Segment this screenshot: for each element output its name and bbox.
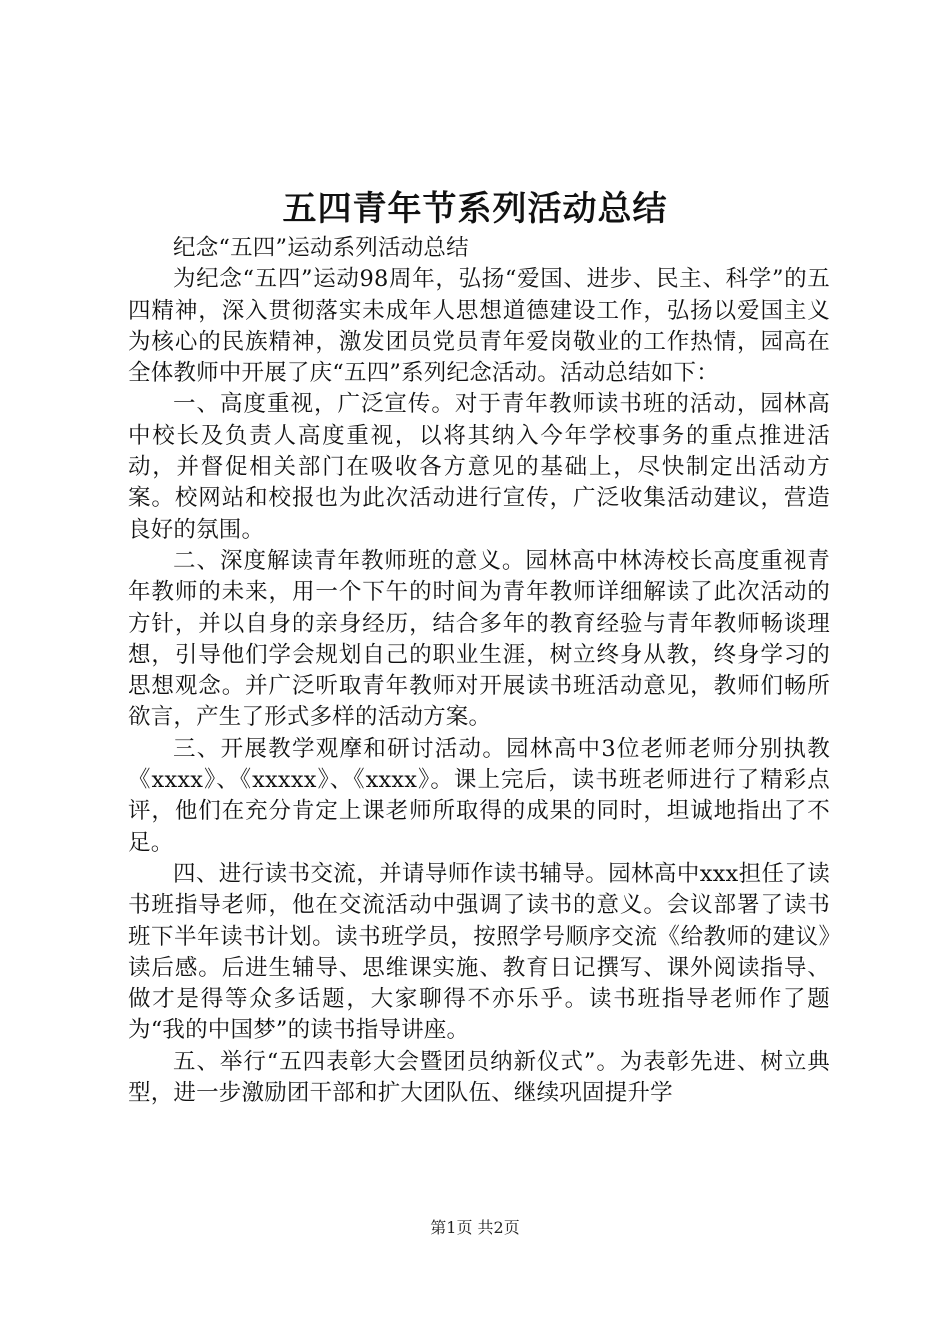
- paragraph-section-1: 一、高度重视，广泛宣传。对于青年教师读书班的活动，园林高中校长及负责人高度重视，以将其纳入今年学校事务的重点推进活动，并督促相关部门在吸收各方意见的基础上，尽快制定出活动方案。校网站和校报也为此次活动进行宣传，广泛收集活动建议，营造良好的氛围。: [128, 391, 830, 543]
- paragraph-section-2: 二、深度解读青年教师班的意义。园林高中林涛校长高度重视青年教师的未来，用一个下午的时间为青年教师详细解读了此次活动的方针，并以自身的亲身经历，结合多年的教育经验与青年教师畅谈理想，引导他们学会规划自己的职业生涯，树立终身从教，终身学习的思想观念。并广泛听取青年教师对开展读书班活动意见，教师们畅所欲言，产生了形式多样的活动方案。: [128, 547, 830, 731]
- document-body: [128, 233, 830, 1109]
- paragraph-intro: 为纪念“五四”运动98周年，弘扬“爱国、进步、民主、科学”的五四精神，深入贯彻落实未成年人思想道德建设工作，弘扬以爱国主义为核心的民族精神，激发团员党员青年爱岗敬业的工作热情，园高在全体教师中开展了庆“五四”系列纪念活动。活动总结如下：: [128, 266, 830, 387]
- document-subtitle: 纪念“五四”运动系列活动总结: [173, 235, 469, 261]
- paragraph-section-5: 五、举行“五四表彰大会暨团员纳新仪式”。为表彰先进、树立典型，进一步激励团干部和扩大团队伍、继续巩固提升学: [128, 1048, 830, 1107]
- page-footer: 第1页 共2页: [430, 1218, 520, 1237]
- document-title: 五四青年节系列活动总结: [282, 189, 668, 229]
- paragraph-section-3: 三、开展教学观摩和研讨活动。园林高中3位老师老师分别执教《xxxx》、《xxxxx》、《xxxx》。课上完后，读书班老师进行了精彩点评，他们在充分肯定上课老师所取得的成果的同时，坦诚地指出了不足。: [128, 735, 830, 856]
- paragraph-section-4: 四、进行读书交流，并请导师作读书辅导。园林高中xxx担任了读书班指导老师，他在交流活动中强调了读书的意义。会议部署了读书班下半年读书计划。读书班学员，按照学号顺序交流《给教师的建议》读后感。后进生辅导、思维课实施、教育日记撰写、课外阅读指导、做才是得等众多话题，大家聊得不亦乐乎。读书班指导老师作了题为“我的中国梦”的读书指导讲座。: [128, 860, 830, 1044]
